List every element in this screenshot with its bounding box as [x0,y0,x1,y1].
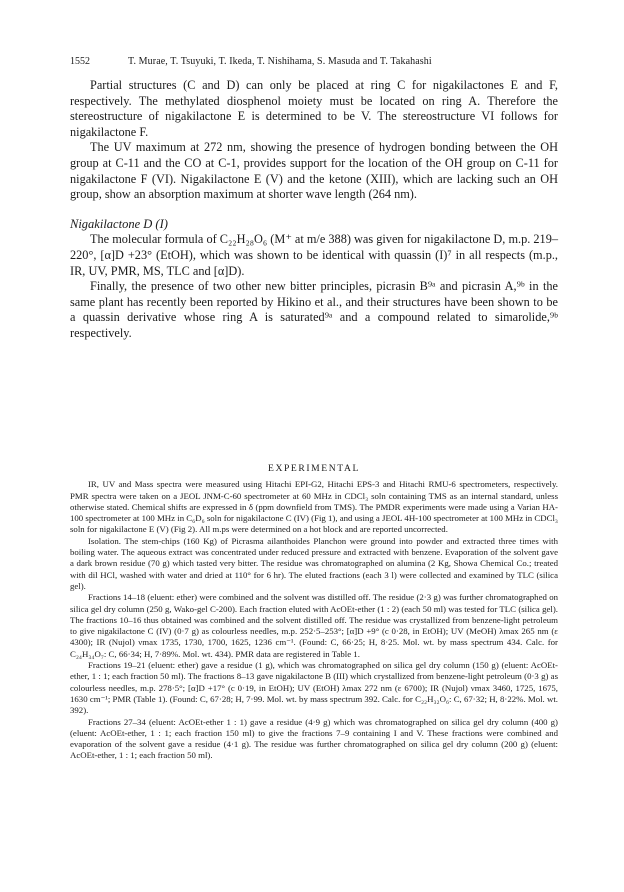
paragraph-uv-maximum: The UV maximum at 272 nm, showing the presence of hydrogen bonding between the OH group at C-11 and the CO at C-1, provides support for the location of the OH group on C-11 for nigakilactone F (VI). Nigakilactone E (V) and the ketone (XIII), which are lacking such an OH group, show an absorption maximum at shorter wave length (264 nm). [70,140,558,202]
experimental-section [70,463,558,762]
paragraph-molecular-formula: The molecular formula of C₂₂H₂₈O₆ (M⁺ at m/e 388) was given for nigakilactone D, m.p. 219–220°, [α]D +23° (EtOH), which was shown to be identical with quassin (I)⁷ in all respects (m.p., IR, UV, PMR, MS, TLC and [α]D). [70,232,558,278]
paragraph-instruments: IR, UV and Mass spectra were measured using Hitachi EPI-G2, Hitachi EPS-3 and Hitachi RMU-6 spectrometers, respectively. PMR spectra were taken on a JEOL JNM-C-60 spectrometer at 60 MHz in CDCl₃ soln containing TMS as an internal standard, unless otherwise stated. Chemical shifts are expressed in δ (ppm downfield from TMS). The PMDR experiments were made using a Varian HA-100 spectrometer at 100 MHz in C₆D₆ soln for nigakilactone C (IV) (Fig 1), and using a JEOL 4H-100 spectrometer at 100 MHz in CDCl₃ soln for nigakilactone E (V) (Fig 2). All m.ps were determined on a hot block and are reported uncorrected. [70,479,558,535]
paragraph-picrasins: Finally, the presence of two other new bitter principles, picrasin B⁹ᵃ and picrasin A,⁹ᵇ in the same plant has recently been reported by Hikino et al., and their structures have been shown to be a quassin derivative whose ring A is saturated⁹ᵃ and a compound related to simarolide,⁹ᵇ respectively. [70,279,558,340]
paragraph-isolation: Isolation. The stem-chips (160 Kg) of Picrasma ailanthoides Planchon were ground into powder and extracted three times with boiling water. The aqueous extract was concentrated under reduced pressure and extracted with benzene. Evaporation of the solvent gave a dark brown residue (70 g) which tasted very bitter. The residue was chromatographed on alumina (2 Kg, Showa Chemical Co.; treated with dil HCl, washed with water and dried at 110° for 6 hr). The eluted fractions (each 3 l) were collected and examined by TLC (silica gel). [70,535,558,591]
author-line: T. Murae, T. Tsuyuki, T. Ikeda, T. Nishihama, S. Masuda and T. Takahashi [128,56,432,67]
page-number: 1552 [70,56,90,67]
paragraph-fractions-19-21: Fractions 19–21 (eluent: ether) gave a residue (1 g), which was chromatographed on silica gel dry column (150 g) (eluent: AcOEt-ether, 1 : 1; each fraction 50 ml). The fractions 8–13 gave nigakilactone B (III) which crystallized from benzene-light petroleum (0·3 g) as colourless needles, m.p. 278·5°; [α]D +17° (c 0·19, in EtOH); UV (EtOH) λmax 272 nm (ε 6700); IR (Nujol) νmax 3460, 1725, 1675, 1630 cm⁻¹; PMR (Table 1). (Found: C, 67·28; H, 7·99. Mol. wt. by mass spectrum 392. Calc. for C₂₂H₃₂O₆: C, 67·32; H, 8·22%. Mol. wt. 392). [70,660,558,716]
paragraph-fractions-27-34: Fractions 27–34 (eluent: AcOEt-ether 1 : 1) gave a residue (4·9 g) which was chromatographed on silica gel dry column (400 g) (eluent: AcOEt-ether, 1 : 1; each fraction 150 ml) to give the fractions 7–9 containing I and V. These fractions were combined and evaporation of the solvent gave a residue (4·1 g). The residue was further chromatographed on silica gel dry column (200 g) (eluent: AcOEt-ether, 1 : 1; each fraction 50 ml). [70,716,558,761]
paragraph-structures: Partial structures (C and D) can only be placed at ring C for nigakilactones E and F, respectively. The methylated diosphenol moiety must be located on ring A. Therefore the stereostructure of nigakilactone E is determined to be V. The stereostructure VI follows for nigakilactone F. [70,78,558,139]
experimental-heading: EXPERIMENTAL [268,463,360,474]
paragraph-fractions-14-18: Fractions 14–18 (eluent: ether) were combined and the solvent was distilled off. The residue (2·3 g) was further chromatographed on silica gel dry column (250 g, Wako-gel C-200). Each fraction eluted with AcOEt-ether (1 : 2) (each 50 ml) was tested for TLC (silica gel). The fractions 10–16 thus obtained was combined and the solvent distilled off. The residue was crystallized from benzene-light petroleum to give nigakilactone C (IV) (0·7 g) as colourless needles, m.p. 252·5–253°; [α]D +9° (c 0·28, in EtOH); UV (MeOH) λmax 265 nm (ε 4300); IR (Nujol) νmax 1735, 1730, 1700, 1625, 1236 cm⁻¹. (Found: C, 66·25; H, 8·25. Mol. wt. by mass spectrum 434. Calc. for C₂₄H₃₄O₇: C, 66·34; H, 7·89%. Mol. wt. 434). PMR data are registered in Table 1. [70,592,558,659]
section-heading-nigakilactone-d: Nigakilactone D (I) [70,216,168,231]
main-text [70,78,558,342]
